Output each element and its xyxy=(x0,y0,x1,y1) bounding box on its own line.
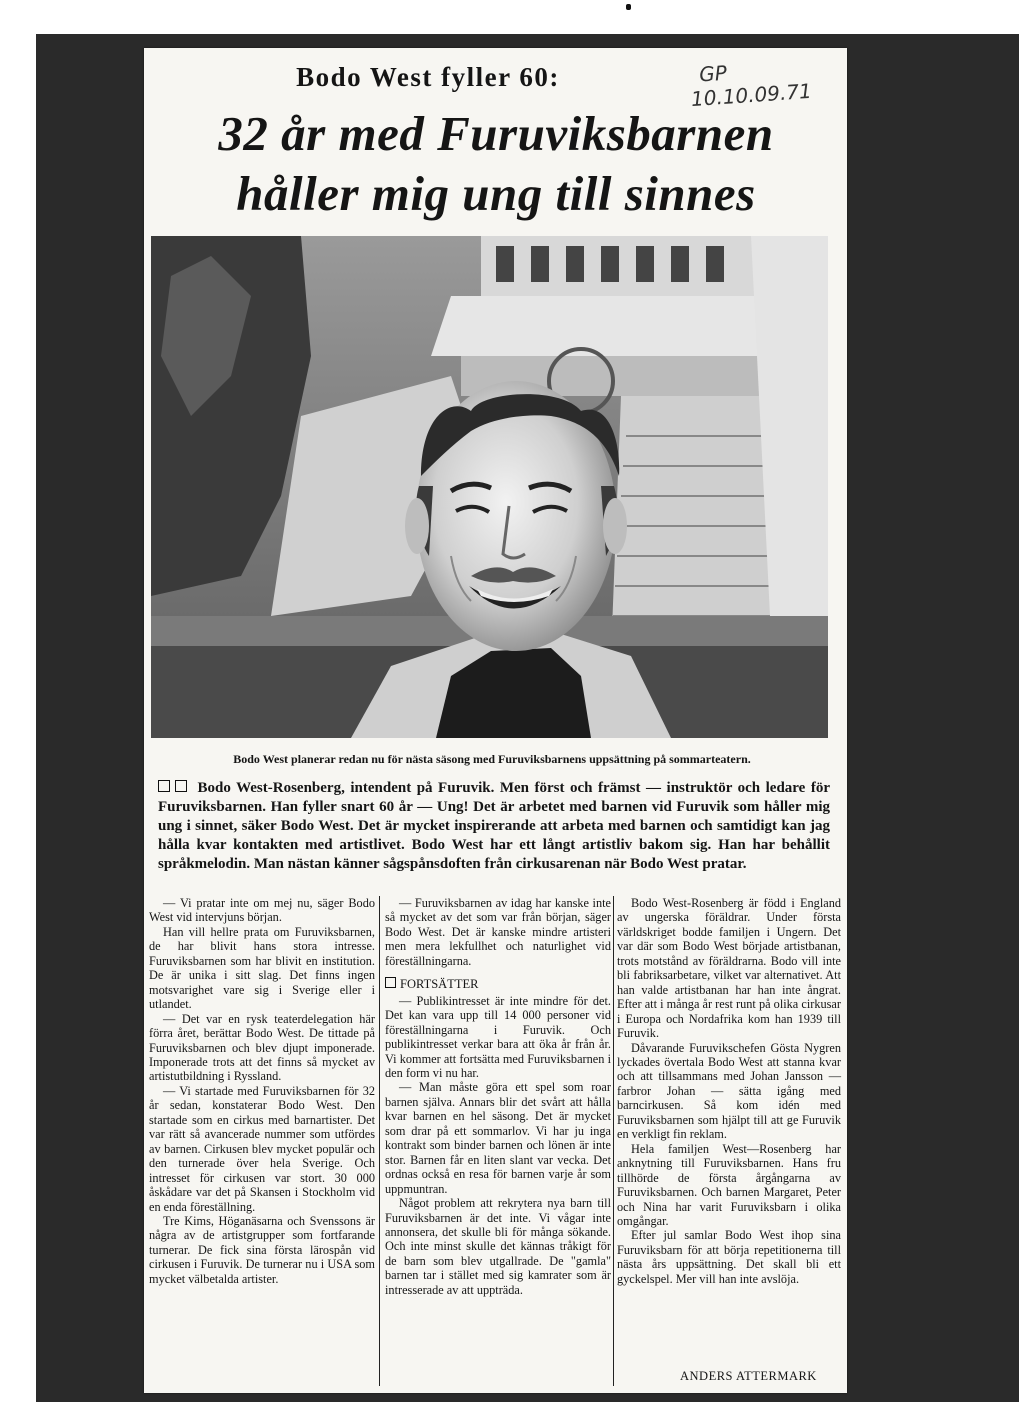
paragraph: — Furuviksbarnen av idag har kanske inte så mycket av det som var från början, säger Bodo West. Det är kanske mindre artisteri men mera lekfullhet och naturlighet vid föreställningarna. xyxy=(385,896,611,968)
square-bullet-icon xyxy=(158,780,170,792)
paragraph: Hela familjen West—Rosenberg har anknytning till Furuviksbarnen. Hans fru tillhörde de första årgångarna av Furuviksbarnen. Och barnen Margaret, Peter och Nina har varit Furuviksbarn i olika omgångar. xyxy=(617,1141,841,1228)
kicker-heading: Bodo West fyller 60: xyxy=(296,62,560,92)
column-divider xyxy=(379,896,380,1386)
paragraph: — Det var en rysk teaterdelegation här förra året, berättar Bodo West. De tittade på Furuviksbarnen och blev djupt imponerade. Imponerade trots att det finns så mycket av artistutbildning i Ryssland. xyxy=(149,1011,375,1084)
lead-text: Bodo West-Rosenberg, intendent på Furuvik. Men först och främst — instruktör och ledare för Furuviksbarnen. Han fyller snart 60 år — Ung! Det är arbetet med barnen vid Furuvik som håller mig ung i sinnet, säker Bodo West. Det är mycket inspirerande att arbeta med barnen och samtidigt kan jag hålla kvar kontakten med artistlivet. Bodo West har ett långt artistliv bakom sig. Han har behållit språkmelodin. Man nästan känner sågspånsdoften från cirkusarenan när Bodo West pratar. xyxy=(158,780,830,872)
paragraph: — Vi startade med Furuviksbarnen för 32 år sedan, konstaterar Bodo West. Den startade som en cirkus med barnartister. Det var rätt så avancerade nummer som utfördes av barnen. Cirkusen blev mycket populär och den turnerade över hela Sverige. Och intresset för cirkusen var stort. 30 000 åskådare var det på Skansen i Stockholm vid en enda föreställning. xyxy=(149,1083,375,1214)
paragraph: Dåvarande Furuvikschefen Gösta Nygren lyckades övertala Bodo West att stanna kvar och att tillsammans med Johan Jansson — farbror Johan — sätta igång med barncirkusen. Så kom idén med Furuviksbarnen som hjälpt till att ge Furuvik en verkligt fin reklam. xyxy=(617,1040,841,1142)
article-column-1 xyxy=(149,896,375,1286)
smiling-older-man-in-front-of-theatre-icon xyxy=(151,236,828,738)
lead-paragraph xyxy=(158,779,830,874)
paragraph: Efter jul samlar Bodo West ihop sina Furuviksbarn för att börja repetitionerna till nästa års uppsättning. Det skall bli ett gyckelspel. Mer vill han inte avslöja. xyxy=(617,1228,841,1286)
handwritten-source: GP xyxy=(698,60,728,87)
byline: ANDERS ATTERMARK xyxy=(680,1369,817,1383)
square-bullet-icon xyxy=(385,977,396,988)
paragraph: Han vill hellre prata om Furuviksbarnen, de har blivit hans stora intresse. Furuviksbarnen som har blivit en institution. De är unika i sitt slag. Det finns ingen motsvarighet vare sig i Sverige eller i utlandet. xyxy=(149,924,375,1012)
paragraph: Tre Kims, Höganäsarna och Svenssons är några av de artistgrupper som fortfarande turnerar. De fick sina första lärospån vid cirkusen i Furuvik. De turnerar nu i USA som mycket välbetalda artister. xyxy=(149,1213,375,1286)
square-bullet-icon xyxy=(175,780,187,792)
column-divider xyxy=(613,896,614,1386)
photo-caption: Bodo West planerar redan nu för nästa säsong med Furuviksbarnens uppsättning på sommarteatern. xyxy=(233,752,751,766)
paragraph: — Man måste göra ett spel som roar barnen själva. Annars blir det svårt att hålla kvar barnen en hel säsong. Det är mycket som drar på ett sommarlov. Vi har ju inga kontrakt som binder barnen och lönen är inte stor. Barnen får en liten slant var vecka. Det ordnas också en resa för barnen varje år som uppmuntran. xyxy=(385,1080,611,1196)
article-column-3 xyxy=(617,896,841,1286)
scan-speck xyxy=(626,4,631,10)
headline-line-1: 32 år med Furuviksbarnen xyxy=(218,106,774,161)
paragraph: Något problem att rekrytera nya barn till Furuviksbarnen är det inte. Vi vågar inte annonsera, det skulle bli för många sökande. Och inte minst skulle det kännas tråkigt för de barn som blev utgallrade. De "gamla" barnen tar i stället med sig kamrater som är intresserade av att uppträda. xyxy=(385,1196,611,1297)
subheading xyxy=(385,977,611,991)
paragraph: — Publikintresset är inte mindre för det. Det kan vara upp till 14 000 personer vid föreställningarna i Furuvik. Och publikintresset verkar bara att öka år från år. Vi kommer att fortsätta med Furuviksbarnen i den form vi nu har. xyxy=(385,993,611,1080)
subheading-text: FORTSÄTTER xyxy=(400,977,479,992)
paragraph: Bodo West-Rosenberg är född i England av ungerska föräldrar. Under första världskriget bodde familjen i Ungern. Det var där som Bodo West började artistbanan, trots motstånd av föräldrarna. Bodo vill inte bli fabriksarbetare, vilket var alternativet. Att han valde artistbanan har han inte ångrat. Efter att i många år rest runt på olika cirkusar i Europa och Nordafrika kom han 1939 till Furuvik. xyxy=(617,896,841,1041)
article-column-2 xyxy=(385,896,611,1297)
handwritten-date: 10.10.09.71 xyxy=(690,78,813,112)
portrait-photo xyxy=(151,236,828,738)
headline-line-2: håller mig ung till sinnes xyxy=(236,166,756,221)
paragraph: — Vi pratar inte om mej nu, säger Bodo West vid intervjuns början. xyxy=(149,896,375,925)
headline xyxy=(150,104,842,224)
